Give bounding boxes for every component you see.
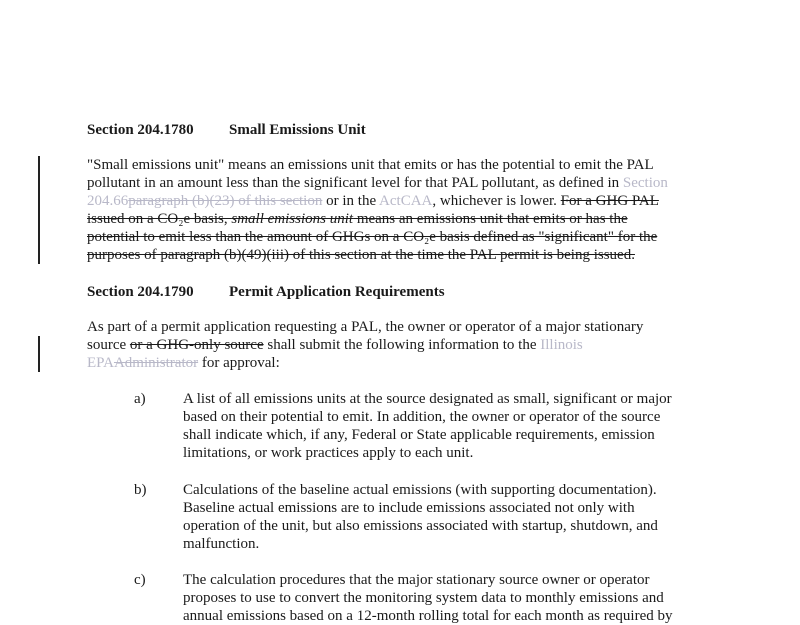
revision-bar (38, 336, 40, 372)
list-item-line: annual emissions based on a 12-month rolling total for each month as required by (183, 608, 673, 624)
list-item-line: Baseline actual emissions are to include emissions associated not only with (183, 500, 635, 516)
list-item-line: The calculation procedures that the major stationary source owner or operator (183, 572, 650, 588)
paragraph-line: EPAAdministrator for approval: (87, 355, 280, 371)
section-number: Section 204.1790 (87, 284, 194, 300)
paragraph-line: As part of a permit application requesting a PAL, the owner or operator of a major stationary (87, 319, 644, 335)
paragraph-line: 204.66paragraph (b)(23) of this section or in the ActCAA, whichever is lower. For a GHG PAL (87, 193, 659, 209)
section-title: Small Emissions Unit (229, 122, 366, 138)
list-item-label: b) (134, 482, 147, 498)
list-item-line: limitations, or work practices apply to each unit. (183, 445, 474, 461)
paragraph-line: pollutant in an amount less than the significant level for that PAL pollutant, as defined in Section (87, 175, 668, 191)
paragraph-line: issued on a CO₂e basis, small emissions unit means an emissions unit that emits or has the (87, 211, 628, 227)
paragraph-line: purposes of paragraph (b)(49)(iii) of this section at the time the PAL permit is being issued. (87, 247, 635, 263)
section-number: Section 204.1780 (87, 122, 194, 138)
section-heading (87, 121, 366, 139)
list-item-line: malfunction. (183, 536, 260, 552)
section-heading (87, 283, 445, 301)
list-item-line: operation of the unit, but also emissions associated with startup, shutdown, and (183, 518, 658, 534)
revision-bar (38, 156, 40, 264)
list-item-label: c) (134, 572, 146, 588)
list-item-line: Calculations of the baseline actual emissions (with supporting documentation). (183, 482, 657, 498)
list-item-label: a) (134, 391, 146, 407)
list-item-line: A list of all emissions units at the source designated as small, significant or major (183, 391, 672, 407)
list-item-line: shall indicate which, if any, Federal or State applicable requirements, emission (183, 427, 655, 443)
list-item-line: proposes to use to convert the monitoring system data to monthly emissions and (183, 590, 664, 606)
paragraph-line: potential to emit less than the amount of GHGs on a CO₂e basis defined as "significant" for the (87, 229, 658, 245)
section-title: Permit Application Requirements (229, 284, 445, 300)
paragraph-line: "Small emissions unit" means an emissions unit that emits or has the potential to emit the PAL (87, 157, 654, 173)
list-item-line: based on their potential to emit. In addition, the owner or operator of the source (183, 409, 661, 425)
paragraph-line: source or a GHG-only source shall submit the following information to the Illinois (87, 337, 583, 353)
